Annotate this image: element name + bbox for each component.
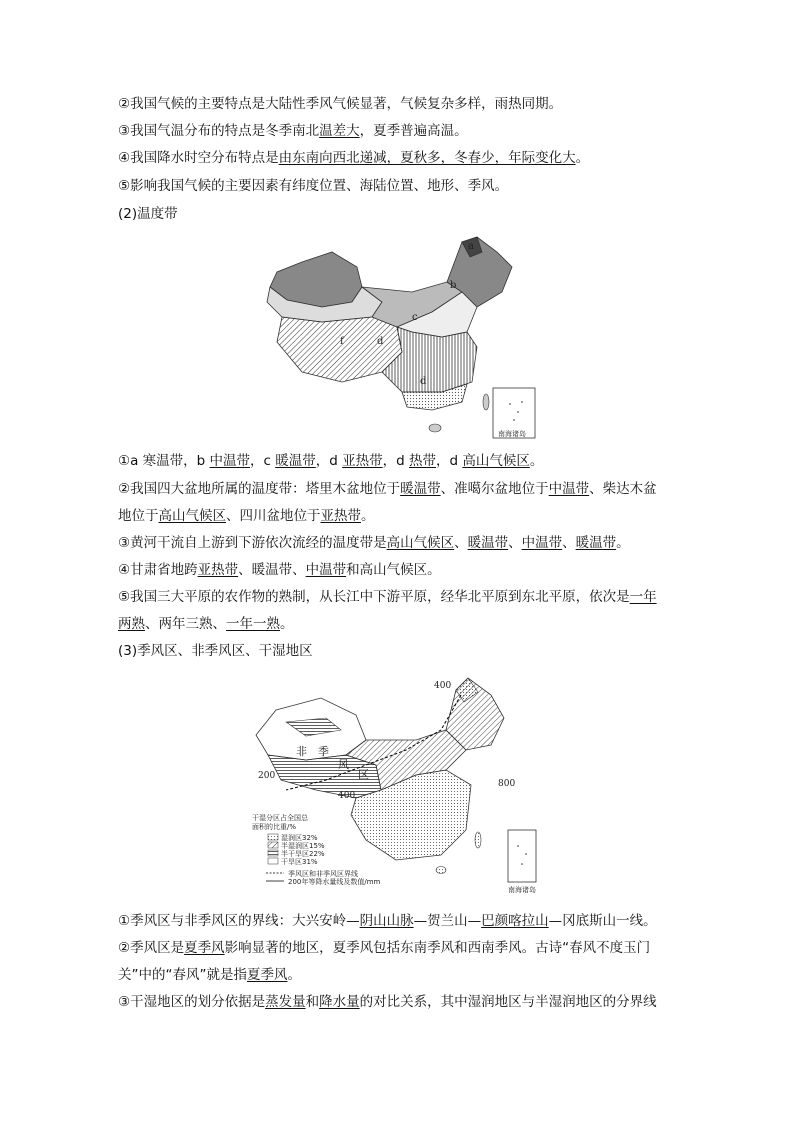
legend-line: 200年等降水量线及数值/mm	[288, 878, 381, 886]
answer-span: 夏季风	[184, 940, 225, 956]
isohyet-label: 800	[498, 779, 516, 789]
text-line	[118, 938, 650, 958]
answer-span: 中温带	[305, 562, 347, 578]
section-heading	[118, 204, 178, 224]
region-char: 风	[338, 758, 349, 771]
text-span: ①季风区与非季风区的界线：大兴安岭—	[118, 913, 360, 929]
text-span: 影响显著的地区，夏季风包括东南季风和西南季风。古诗“春风不度玉门	[224, 940, 651, 956]
text-line	[118, 94, 562, 114]
answer-span: 热带	[409, 453, 436, 469]
answer-span: 阴山山脉	[359, 913, 414, 929]
answer-span: 中温带	[548, 481, 590, 497]
answer-span: 暖温带	[275, 453, 316, 469]
text-span: 、两年三熟、	[145, 616, 226, 632]
text-span: 。	[287, 967, 301, 983]
temperature-zone-map	[262, 232, 538, 440]
answer-span: 两熟	[118, 616, 145, 632]
region-char: 季	[318, 745, 329, 758]
answer-span: 一年一熟	[226, 616, 280, 632]
isohyet-label: 400	[434, 681, 452, 691]
answer-span: 暖温带	[467, 535, 509, 551]
zone-label-d: d	[420, 376, 427, 387]
inset-label: 南海诸岛	[508, 886, 536, 894]
text-span: 。	[280, 616, 294, 632]
text-span: 。	[616, 535, 630, 551]
text-span: ③黄河干流自上游到下游依次流经的温度带是	[118, 535, 387, 551]
legend-title: 干湿分区占全国总	[252, 814, 308, 822]
legend-line: 季风区和非季风区界线	[288, 870, 358, 878]
text-span: ④甘肃省地跨	[118, 562, 198, 578]
text-line	[118, 992, 657, 1012]
text-line	[118, 148, 589, 168]
answer-span: 一年	[629, 589, 657, 605]
zone-label-b: b	[450, 280, 457, 291]
monsoon-dry-wet-map	[246, 670, 538, 898]
answer-span: 中温带	[521, 535, 563, 551]
text-span: —贺兰山—	[413, 913, 482, 929]
text-line	[118, 911, 657, 931]
text-span: 、	[562, 535, 576, 551]
text-span: ⑤影响我国气候的主要因素有纬度位置、海陆位置、地形、季风。	[118, 178, 509, 194]
answer-span: 温差大	[319, 123, 360, 139]
text-line	[118, 451, 543, 471]
text-span: 、四川盆地位于	[226, 508, 321, 524]
text-span: ③干湿地区的划分依据是	[118, 994, 266, 1010]
text-line	[118, 121, 468, 141]
answer-span: 高山气候区	[158, 508, 226, 524]
text-span: 。	[575, 150, 590, 166]
text-span: ②我国气候的主要特点是大陆性季风气候显著，气候复杂多样，雨热同期。	[118, 96, 563, 112]
text-span: 、	[454, 535, 468, 551]
answer-span: 夏季风	[246, 967, 288, 983]
zone-label-f: f	[340, 336, 344, 347]
text-span: ⑤我国三大平原的农作物的熟制，从长江中下游平原，经华北平原到东北平原，依次是	[118, 589, 630, 605]
text-span: ，c	[250, 453, 276, 469]
text-line	[118, 479, 657, 499]
text-span: 和高山气候区。	[346, 562, 441, 578]
text-span: ，d	[382, 453, 409, 469]
text-span: 。	[529, 453, 544, 469]
text-line	[118, 533, 630, 553]
legend-title: 面积的比重/%	[252, 823, 297, 831]
legend-item: 半湿润区15%	[281, 842, 325, 850]
text-span: 的对比关系，其中湿润地区与半湿润地区的分界线	[359, 994, 657, 1010]
answer-span: 暖温带	[400, 481, 441, 497]
answer-span: 高山气候区	[386, 535, 455, 551]
answer-span: 暖温带	[575, 535, 617, 551]
text-span: ①a 寒温带，b	[118, 453, 210, 469]
text-span: 关”中的“春风”就是指	[118, 967, 247, 983]
inset-frame	[508, 830, 536, 882]
text-line	[118, 614, 294, 634]
isohyet-label: 400	[338, 791, 356, 801]
zone-label-a: a	[468, 241, 474, 252]
zone-label-c: c	[412, 312, 418, 323]
text-span: 和	[305, 994, 320, 1010]
answer-span: 亚热带	[320, 508, 361, 524]
answer-span: 高山气候区	[462, 453, 530, 469]
text-span: 地位于	[118, 508, 159, 524]
text-span: 、	[508, 535, 522, 551]
legend-item: 干旱区31%	[281, 858, 318, 866]
text-span: ④我国降水时空分布特点是	[118, 150, 279, 166]
region-char: 非	[296, 745, 307, 758]
answer-span: 由东南向西北递减，夏秋多，冬春少，年际变化大	[278, 150, 576, 166]
text-line	[118, 587, 657, 607]
text-line	[118, 965, 301, 985]
text-line	[118, 506, 375, 526]
text-span: 、准噶尔盆地位于	[440, 481, 549, 497]
text-span: ③我国气温分布的特点是冬季南北	[118, 123, 320, 139]
legend-item: 半干旱区22%	[281, 850, 325, 858]
text-span: (3)季风区、非季风区、干湿地区	[118, 643, 313, 659]
answer-span: 降水量	[319, 994, 360, 1010]
text-span: ，d	[436, 453, 463, 469]
zone-label-d2: d	[377, 336, 384, 347]
section-heading	[118, 641, 313, 661]
text-span: ②季风区是	[118, 940, 185, 956]
legend-item: 湿润区32%	[281, 834, 318, 842]
inset-label: 南海诸岛	[498, 430, 526, 438]
text-span: 。	[361, 508, 375, 524]
text-span: ，夏季普遍高温。	[359, 123, 468, 139]
region-char: 区	[358, 768, 369, 781]
text-span: 、暖温带、	[238, 562, 306, 578]
answer-span: 巴颜喀拉山	[481, 913, 549, 929]
text-line	[118, 176, 508, 196]
answer-span: 中温带	[209, 453, 251, 469]
answer-span: 亚热带	[342, 453, 383, 469]
isohyet-label: 200	[258, 771, 276, 781]
text-span: ②我国四大盆地所属的温度带：塔里木盆地位于	[118, 481, 401, 497]
text-span: 、柴达木盆	[589, 481, 657, 497]
text-span: (2)温度带	[118, 206, 178, 222]
text-span: —冈底斯山一线。	[548, 913, 657, 929]
text-span: ，d	[315, 453, 343, 469]
text-line	[118, 560, 441, 580]
answer-span: 亚热带	[197, 562, 239, 578]
answer-span: 蒸发量	[265, 994, 306, 1010]
